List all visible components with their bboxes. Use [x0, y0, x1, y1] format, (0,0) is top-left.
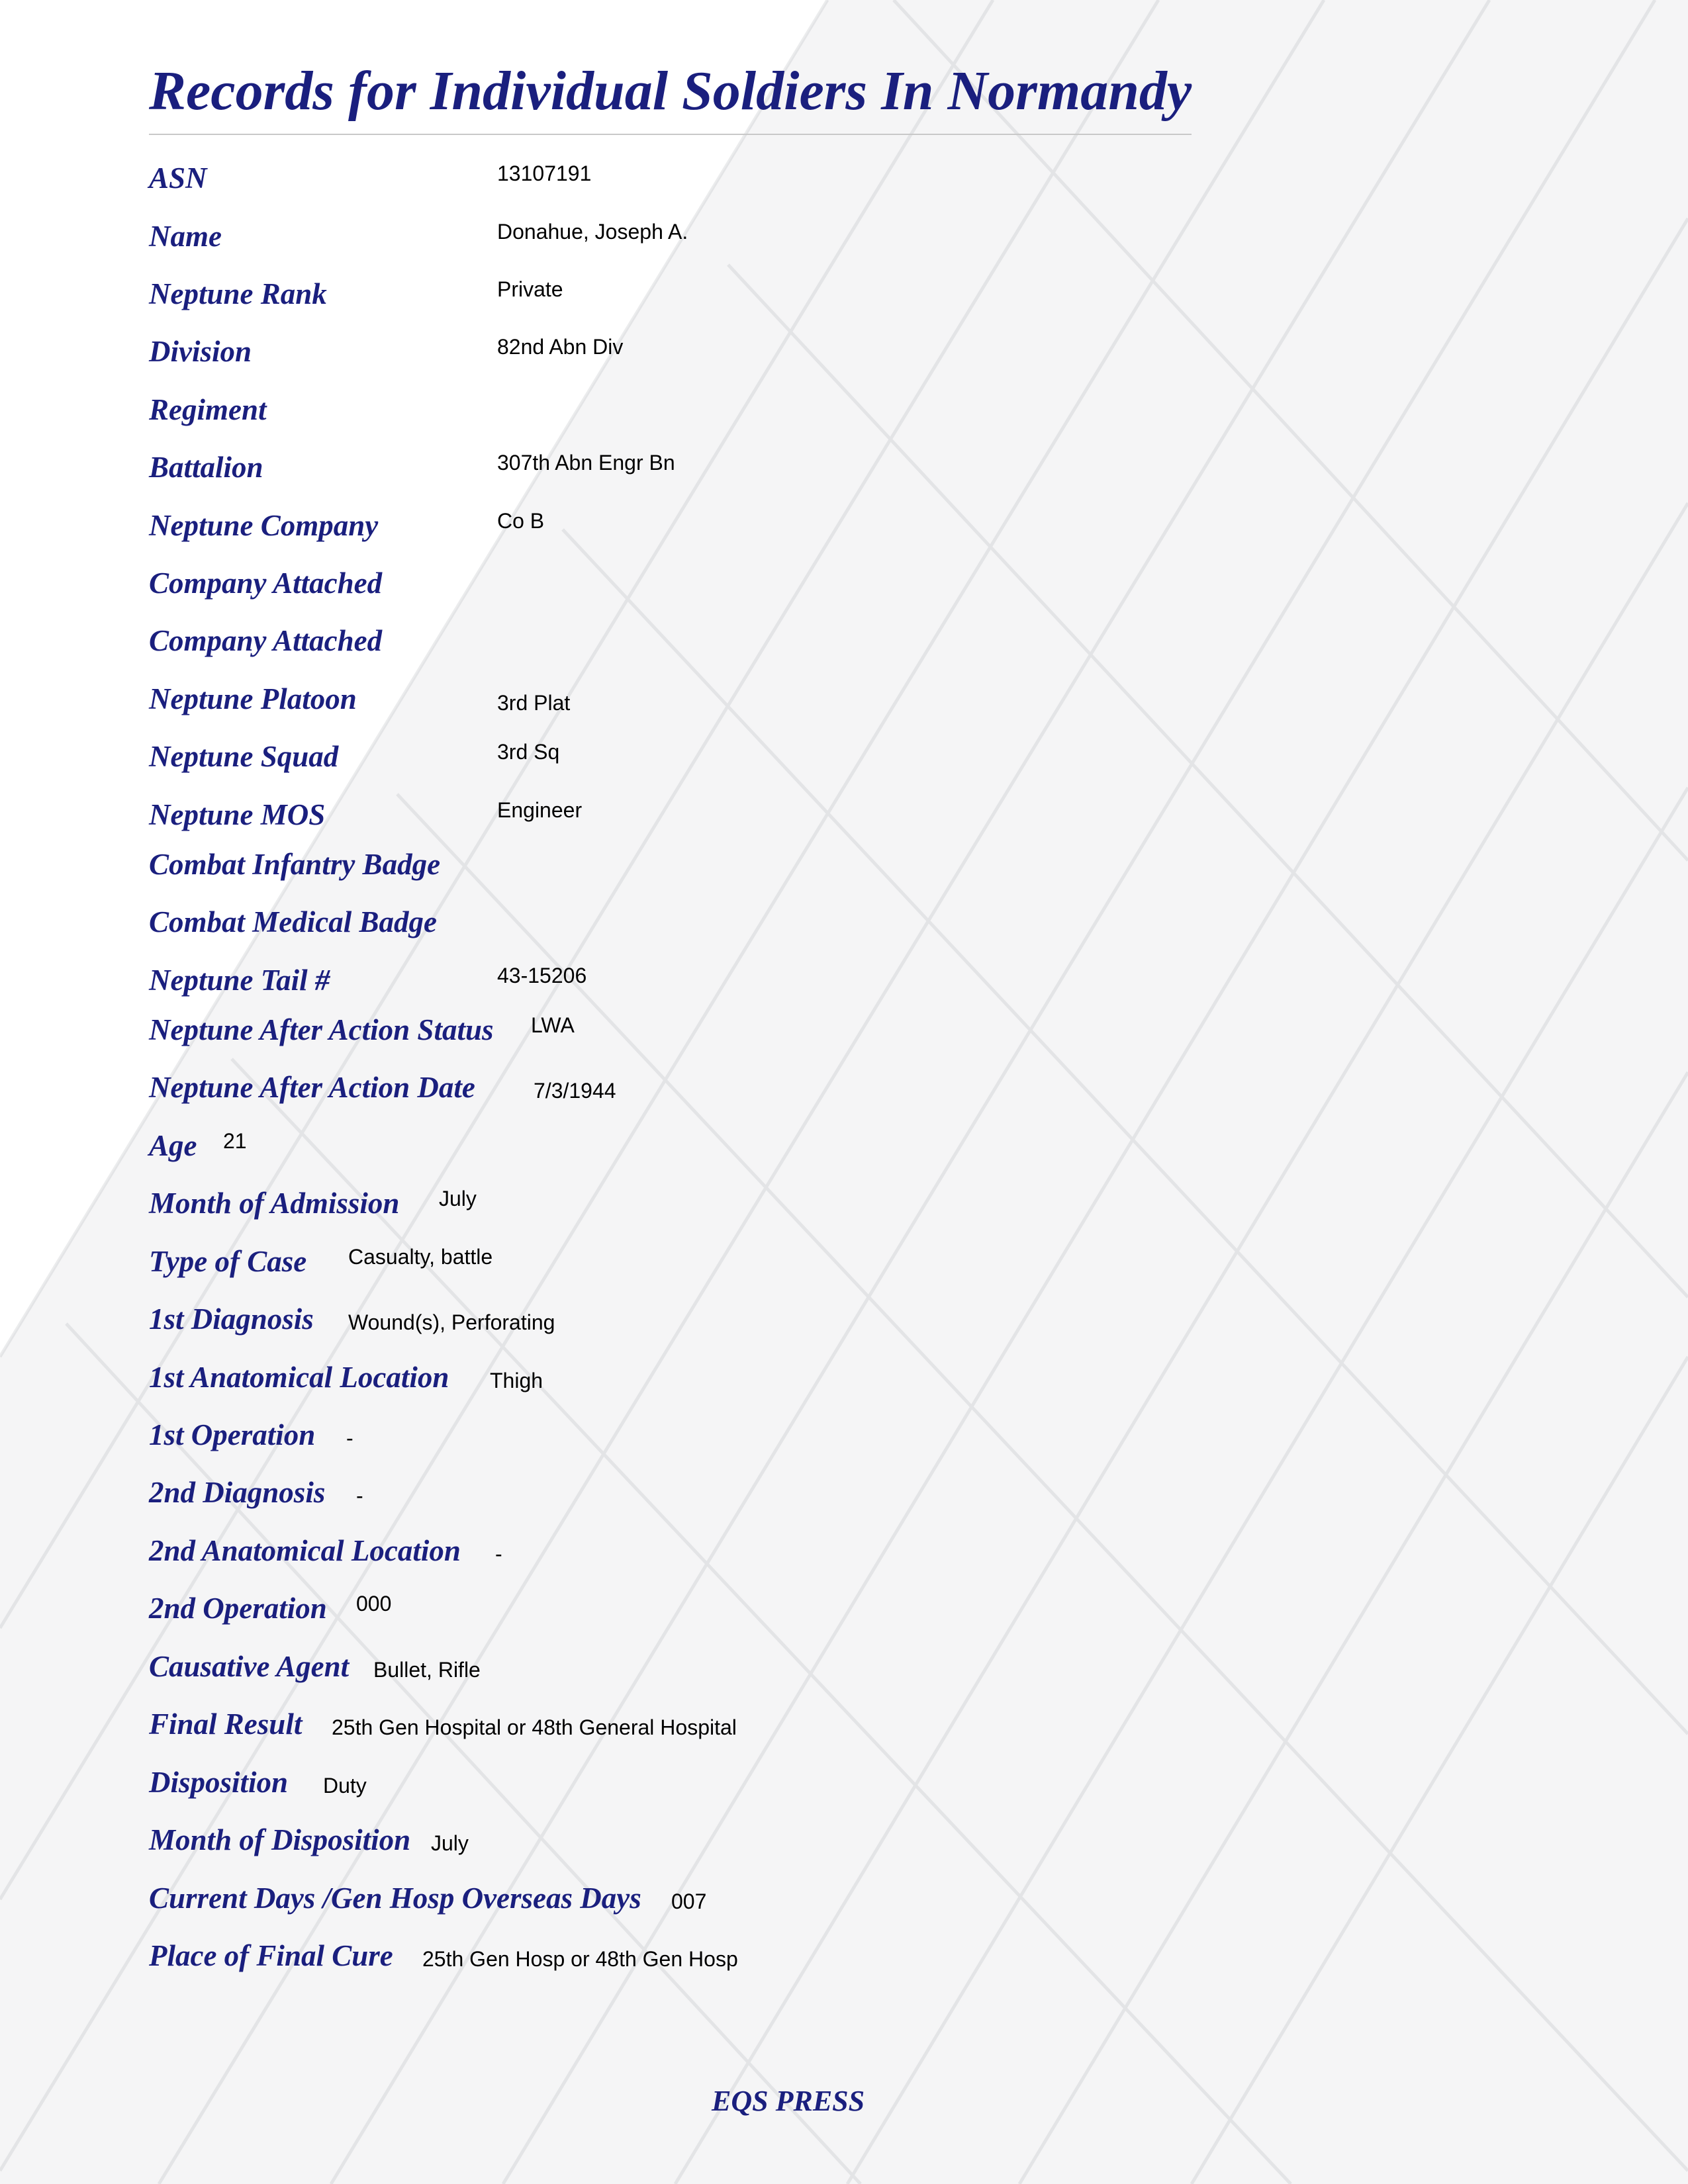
- field-value-causative-agent: Bullet, Rifle: [373, 1658, 481, 1682]
- field-value-division: 82nd Abn Div: [497, 335, 624, 359]
- field-value-platoon: 3rd Plat: [497, 691, 571, 715]
- publisher-footer: EQS PRESS: [712, 2085, 865, 2117]
- field-value-disposition: Duty: [323, 1774, 367, 1797]
- field-value-1st-diagnosis: Wound(s), Perforating: [348, 1310, 555, 1334]
- field-label-place-of-final-cure: Place of Final Cure: [149, 1939, 393, 1972]
- field-label-1st-operation: 1st Operation: [149, 1418, 316, 1451]
- field-label-after-action-status: Neptune After Action Status: [149, 1013, 494, 1046]
- field-label-disposition: Disposition: [149, 1766, 289, 1799]
- field-label-after-action-date: Neptune After Action Date: [149, 1071, 475, 1104]
- field-label-final-result: Final Result: [149, 1707, 303, 1741]
- field-value-final-result: 25th Gen Hospital or 48th General Hospital: [332, 1715, 737, 1739]
- field-label-2nd-operation: 2nd Operation: [149, 1592, 327, 1625]
- field-label-name: Name: [149, 220, 222, 253]
- field-value-place-of-final-cure: 25th Gen Hosp or 48th Gen Hosp: [422, 1947, 738, 1971]
- field-value-age: 21: [223, 1129, 247, 1153]
- field-label-squad: Neptune Squad: [149, 740, 339, 773]
- field-label-company: Neptune Company: [149, 509, 379, 542]
- field-label-division: Division: [149, 335, 252, 368]
- field-value-name: Donahue, Joseph A.: [497, 220, 688, 244]
- field-value-battalion: 307th Abn Engr Bn: [497, 451, 675, 475]
- field-value-squad: 3rd Sq: [497, 740, 560, 764]
- field-value-after-action-status: LWA: [531, 1013, 575, 1037]
- field-label-1st-diagnosis: 1st Diagnosis: [149, 1302, 314, 1336]
- field-label-month-of-admission: Month of Admission: [149, 1187, 400, 1220]
- field-label-combat-medical-badge: Combat Medical Badge: [149, 905, 437, 938]
- field-value-1st-anatomical-location: Thigh: [490, 1369, 543, 1392]
- field-label-current-days: Current Days /Gen Hosp Overseas Days: [149, 1882, 641, 1915]
- field-value-tail-number: 43-15206: [497, 964, 587, 987]
- field-value-company: Co B: [497, 509, 545, 533]
- field-label-company-attached-1: Company Attached: [149, 567, 383, 600]
- field-label-1st-anatomical-location: 1st Anatomical Location: [149, 1361, 449, 1394]
- field-label-regiment: Regiment: [149, 393, 267, 426]
- field-label-age: Age: [149, 1129, 197, 1162]
- field-label-mos: Neptune MOS: [149, 798, 326, 831]
- field-value-2nd-operation: 000: [356, 1592, 392, 1615]
- field-value-2nd-diagnosis: -: [356, 1484, 363, 1508]
- title-divider: [149, 134, 1192, 135]
- field-value-month-of-admission: July: [439, 1187, 477, 1210]
- field-label-combat-infantry-badge: Combat Infantry Badge: [149, 848, 441, 881]
- field-label-platoon: Neptune Platoon: [149, 682, 357, 715]
- field-value-after-action-date: 7/3/1944: [534, 1079, 616, 1103]
- field-label-2nd-anatomical-location: 2nd Anatomical Location: [149, 1534, 461, 1567]
- field-label-rank: Neptune Rank: [149, 277, 327, 310]
- field-label-month-of-disposition: Month of Disposition: [149, 1823, 411, 1856]
- field-label-company-attached-2: Company Attached: [149, 624, 383, 657]
- field-value-month-of-disposition: July: [431, 1831, 469, 1855]
- field-value-2nd-anatomical-location: -: [495, 1542, 502, 1566]
- field-value-1st-operation: -: [346, 1426, 353, 1450]
- field-label-battalion: Battalion: [149, 451, 263, 484]
- field-value-rank: Private: [497, 277, 563, 301]
- field-value-current-days: 007: [671, 1889, 707, 1913]
- page-title: Records for Individual Soldiers In Normandy: [149, 60, 1192, 122]
- field-label-asn: ASN: [149, 161, 207, 195]
- field-value-asn: 13107191: [497, 161, 592, 185]
- field-value-type-of-case: Casualty, battle: [348, 1245, 493, 1269]
- field-label-tail-number: Neptune Tail #: [149, 964, 330, 997]
- field-value-mos: Engineer: [497, 798, 583, 822]
- field-label-2nd-diagnosis: 2nd Diagnosis: [149, 1476, 326, 1509]
- field-label-causative-agent: Causative Agent: [149, 1650, 350, 1683]
- field-label-type-of-case: Type of Case: [149, 1245, 307, 1278]
